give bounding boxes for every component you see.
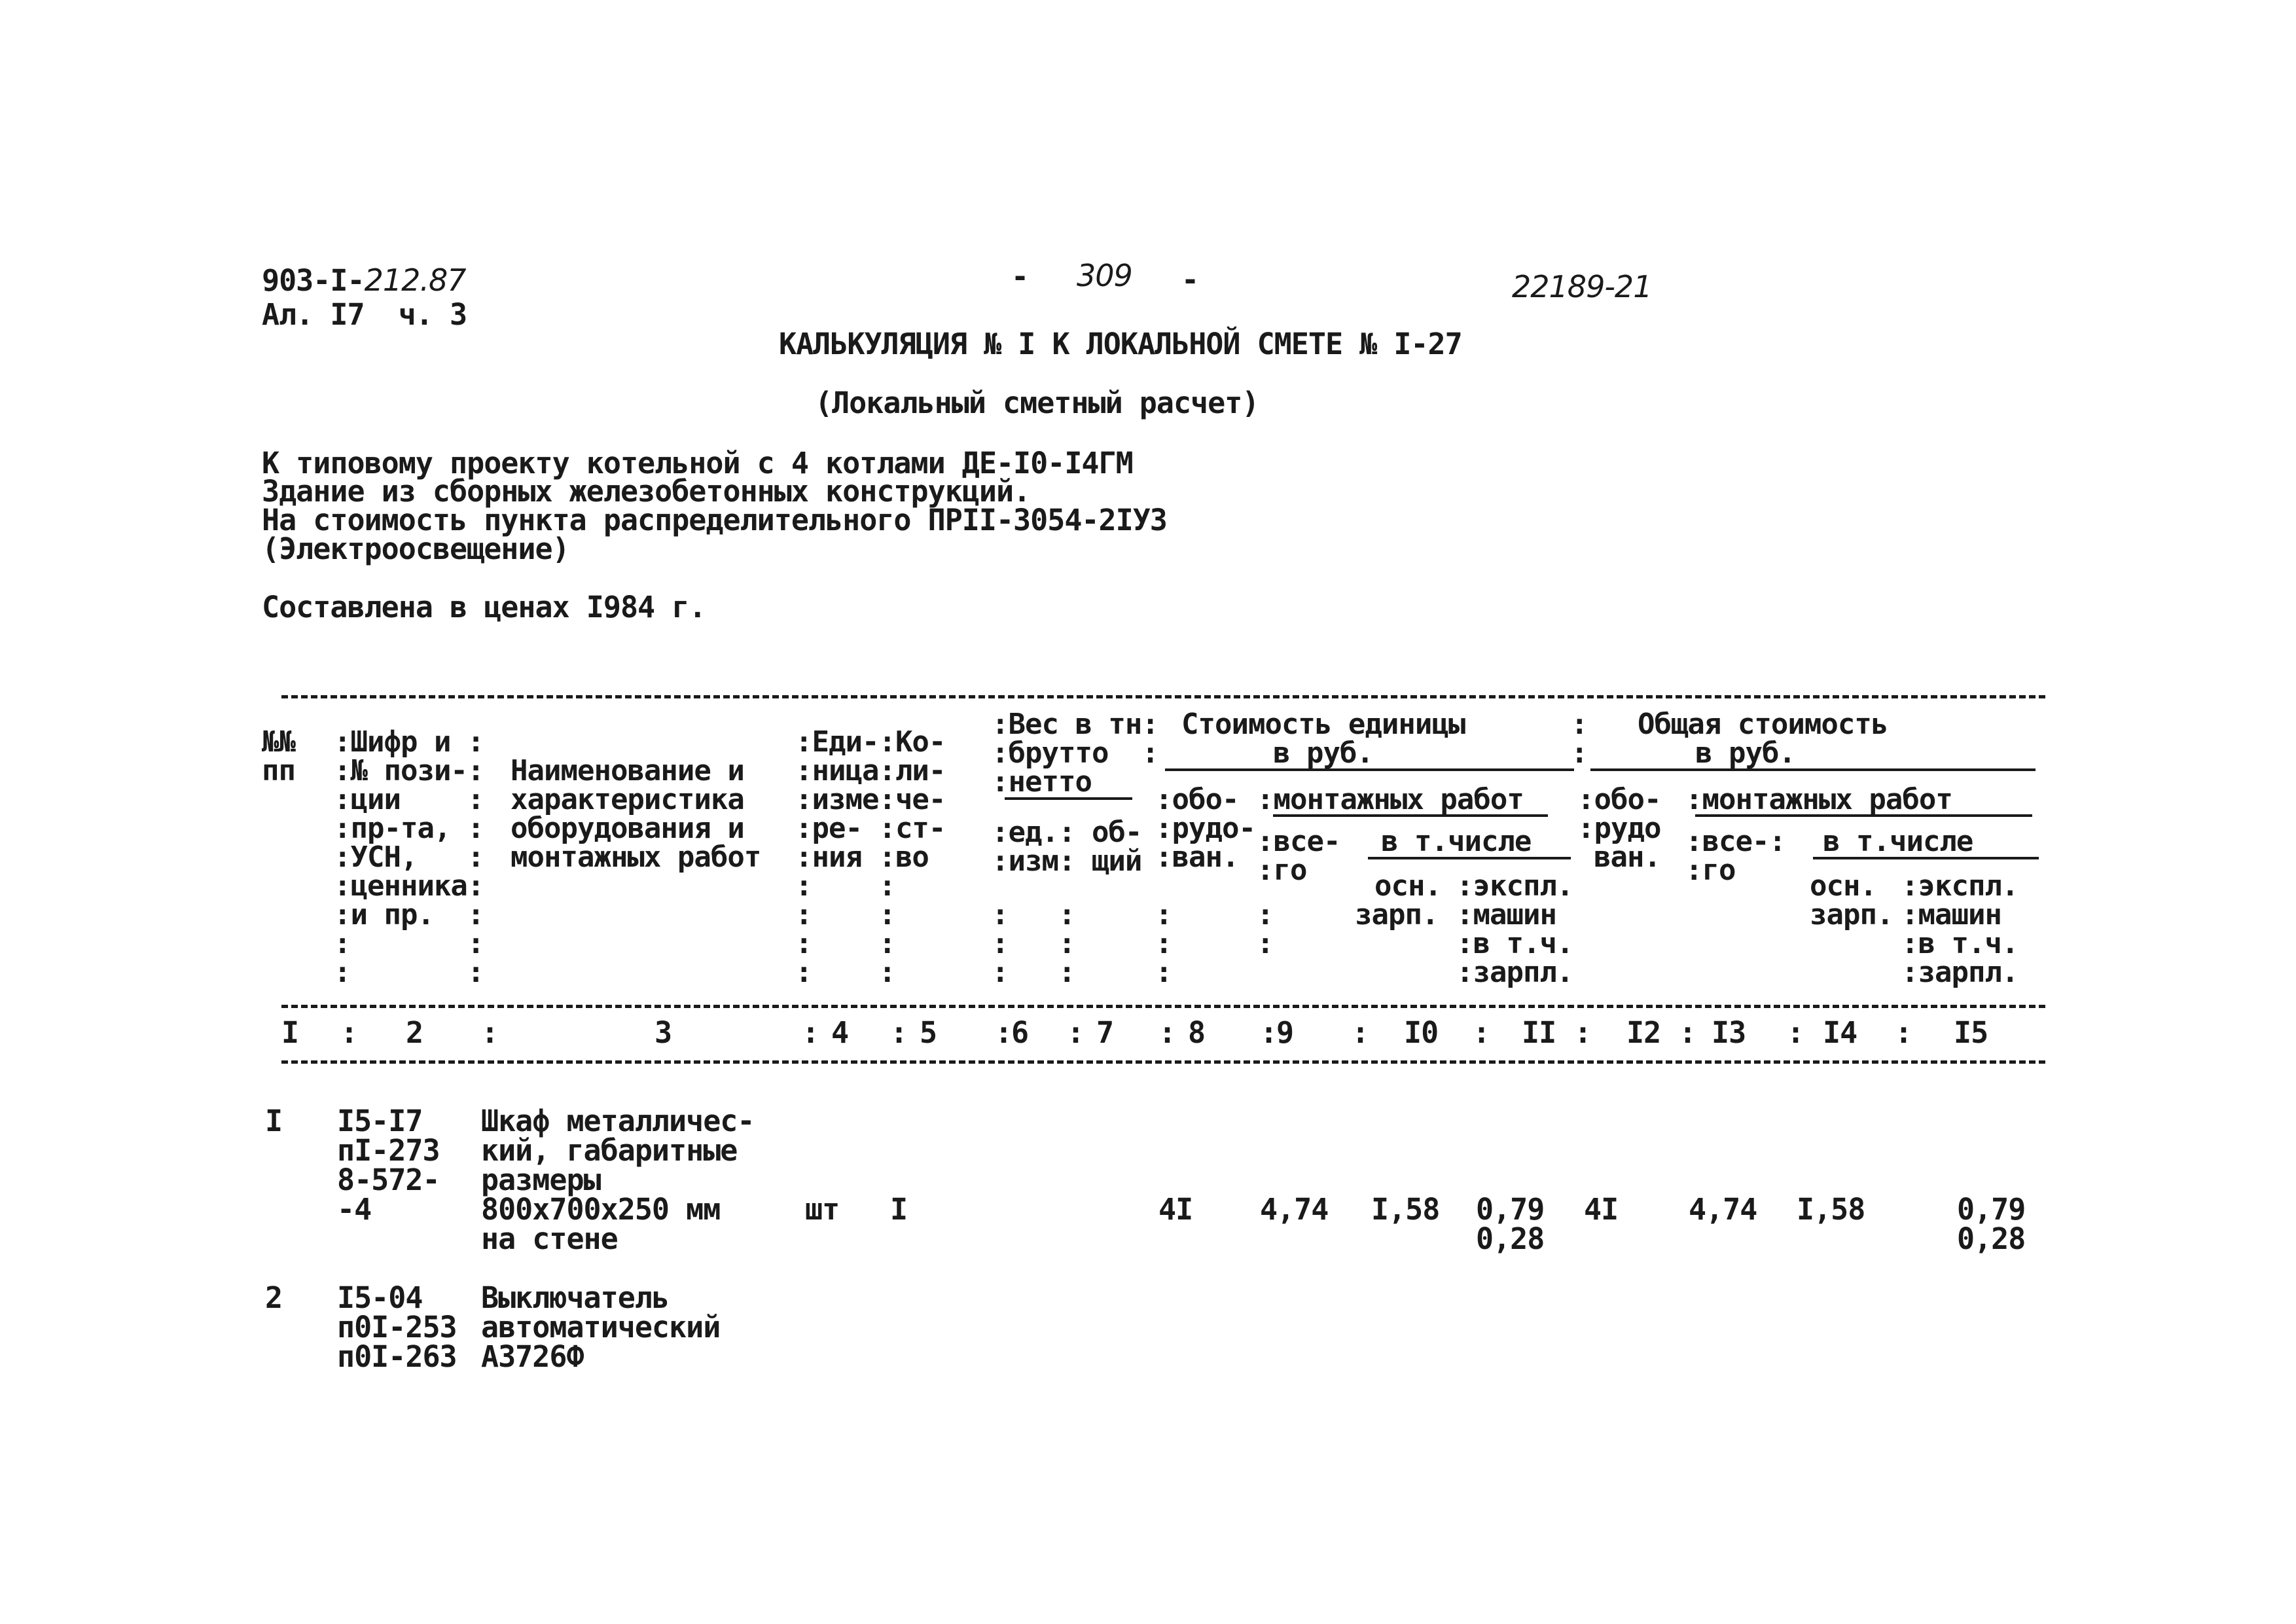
row-unit: шт	[805, 1192, 840, 1227]
description-line: К типовому проекту котельной с 4 котлами ДЕ-I0-I4ГМ	[262, 446, 1133, 480]
row-code: пI-273	[337, 1133, 440, 1168]
row-machine-wage-unit: 0,28	[1476, 1221, 1545, 1256]
page-dash-left: -	[1011, 259, 1029, 294]
row-number: I	[265, 1104, 283, 1138]
row-name: А3726Ф	[481, 1339, 584, 1374]
row-main-wage-total: I,58	[1797, 1192, 1865, 1227]
row-main-wage-unit: I,58	[1371, 1192, 1440, 1227]
row-name: на стене	[481, 1221, 618, 1256]
table-top-rule	[281, 695, 2045, 698]
price-basis: Составлена в ценах I984 г.	[262, 590, 706, 624]
description-line: На стоимость пункта распределительного ПРII-3054-2IУ3	[262, 503, 1167, 537]
row-name: Выключатель	[481, 1280, 670, 1315]
row-equipment-unit: 4I	[1158, 1192, 1193, 1227]
column-number-rule	[281, 1060, 2045, 1064]
row-name: автоматический	[481, 1310, 721, 1344]
project-code: 903-I-212.87	[262, 262, 466, 298]
album-info: Ал. I7 ч. 3	[262, 297, 467, 332]
page-dash-right: -	[1181, 262, 1199, 297]
row-machine-wage-total: 0,28	[1957, 1221, 2026, 1256]
row-number: 2	[265, 1280, 283, 1315]
row-code: I5-I7	[337, 1104, 423, 1138]
row-mont-total: 4,74	[1689, 1192, 1757, 1227]
row-code: I5-04	[337, 1280, 423, 1315]
row-code: п0I-253	[337, 1310, 457, 1344]
row-mont-total-unit: 4,74	[1260, 1192, 1329, 1227]
row-code: 8-572-	[337, 1163, 440, 1197]
row-machine-unit: 0,79	[1476, 1192, 1545, 1227]
header-bottom-rule	[281, 1005, 2045, 1008]
document-title: КАЛЬКУЛЯЦИЯ № I К ЛОКАЛЬНОЙ СМЕТЕ № I-27	[779, 327, 1462, 361]
description-line: (Электроосвещение)	[262, 532, 569, 566]
row-code: -4	[337, 1192, 372, 1227]
row-machine-total: 0,79	[1957, 1192, 2026, 1227]
row-name: Шкаф металличес-	[481, 1104, 755, 1138]
row-name: кий, габаритные	[481, 1133, 738, 1168]
description-line: Здание из сборных железобетонных конструкций.	[262, 474, 1031, 509]
row-quantity: I	[890, 1192, 908, 1227]
document-subtitle: (Локальный сметный расчет)	[815, 386, 1259, 420]
row-name: 800x700x250 мм	[481, 1192, 721, 1227]
row-code: п0I-263	[337, 1339, 457, 1374]
row-equipment-total: 4I	[1584, 1192, 1619, 1227]
page-number: 309	[1077, 258, 1132, 293]
document-number: 22189-21	[1512, 269, 1652, 304]
row-name: размеры	[481, 1163, 601, 1197]
